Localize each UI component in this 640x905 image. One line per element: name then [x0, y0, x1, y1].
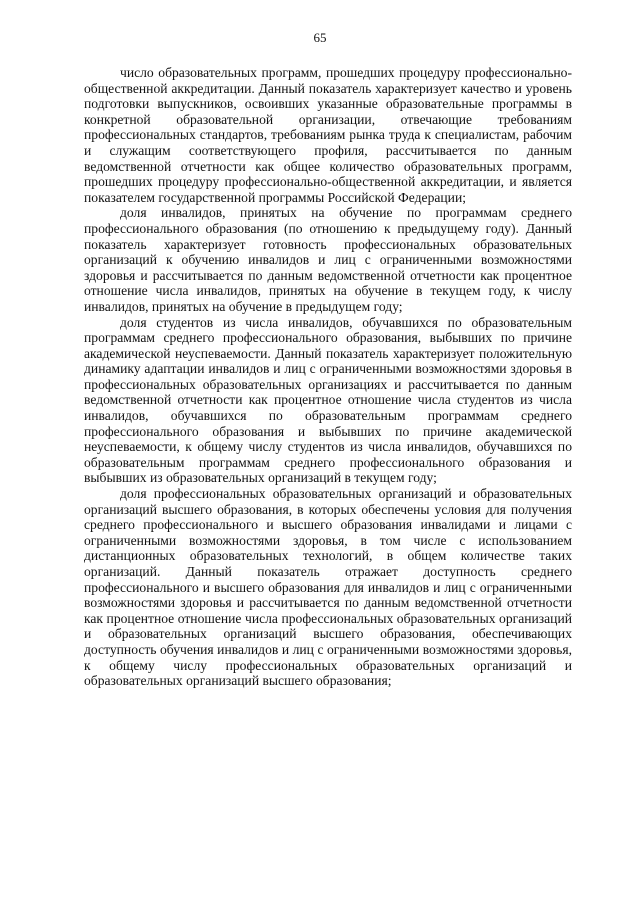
document-body	[84, 65, 572, 689]
paragraph-accessible-organizations: доля профессиональных образовательных организаций и образовательных организаций высшего образования, в которых обеспечены условия для получения среднего профессионального и высшего образования инвалидами и лицами с ограниченными возможностями здоровья, в том числе с использованием дистанционных образовательных технологий, в общем количестве таких организаций. Данный показатель отражает доступность среднего профессионального и высшего образования для инвалидов и лиц с ограниченными возможностями здоровья и рассчитывается по данным ведомственной отчетности как процентное отношение числа профессиональных образовательных организаций и образовательных организаций высшего образования, обеспечивающих доступность обучения инвалидов и лиц с ограниченными возможностями здоровья, к общему числу профессиональных образовательных организаций и образовательных организаций высшего образования;	[84, 486, 572, 689]
page-number: 65	[313, 30, 327, 45]
paragraph-accreditation-programs: число образовательных программ, прошедших процедуру профессионально-общественной аккредитации. Данный показатель характеризует качество и уровень подготовки выпускников, освоивших указанные образовательные программы в конкретной образовательной организации, отвечающие требованиям профессиональных стандартов, требованиям рынка труда к специалистам, рабочим и служащим соответствующего профиля, рассчитывается по данным ведомственной отчетности как общее количество образовательных программ, прошедших процедуру профессионально-общественной аккредитации, и является показателем государственной программы Российской Федерации;	[84, 65, 572, 205]
paragraph-disabled-dropout: доля студентов из числа инвалидов, обучавшихся по образовательным программам среднего профессионального образования, выбывших по причине академической неуспеваемости. Данный показатель характеризует положительную динамику адаптации инвалидов и лиц с ограниченными возможностями здоровья в профессиональных образовательных организациях и рассчитывается по данным ведомственной отчетности как процентное отношение числа студентов из числа инвалидов, обучавшихся по образовательным программам среднего профессионального образования и выбывших по причине академической неуспеваемости, к общему числу студентов из числа инвалидов, обучавшихся по образовательным программам среднего профессионального образования и выбывших из образовательных организаций в текущем году;	[84, 314, 572, 486]
paragraph-disabled-admitted: доля инвалидов, принятых на обучение по программам среднего профессионального образования (по отношению к предыдущему году). Данный показатель характеризует готовность профессиональных образовательных организаций к обучению инвалидов и лиц с ограниченными возможностями здоровья и рассчитывается по данным ведомственной отчетности как процентное отношение числа инвалидов, принятых на обучение в текущем году, к числу инвалидов, принятых на обучение в предыдущем году;	[84, 205, 572, 314]
